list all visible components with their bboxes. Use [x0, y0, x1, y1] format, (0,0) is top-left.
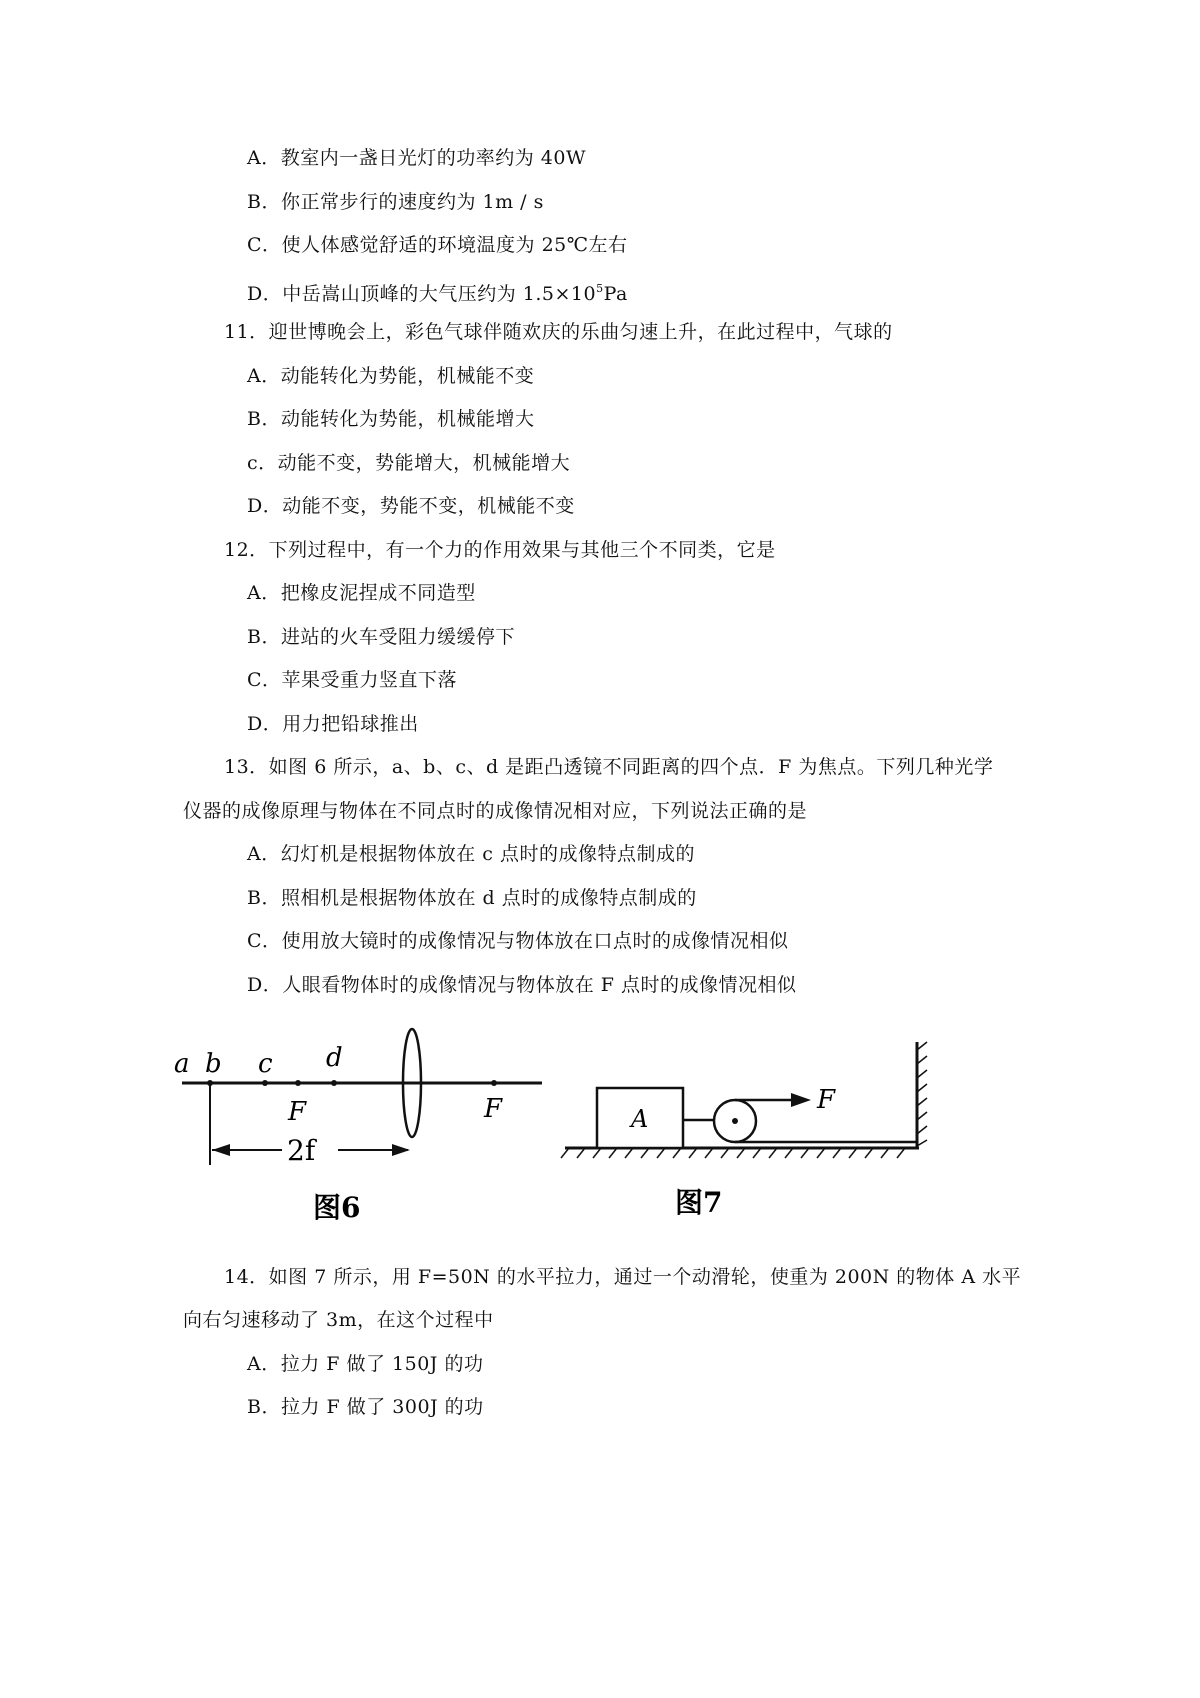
- force-label: F: [817, 1085, 836, 1115]
- q10-option-b: B．你正常步行的速度约为 1m / s: [247, 191, 544, 213]
- q12-option-c: C．苹果受重力竖直下落: [247, 669, 458, 691]
- point-d-dot: [331, 1080, 337, 1086]
- figure-7-diagram: [555, 1040, 935, 1225]
- q12-stem: 12．下列过程中，有一个力的作用效果与其他三个不同类，它是: [224, 539, 776, 561]
- q11-option-d: D．动能不变，势能不变，机械能不变: [247, 495, 575, 517]
- figure-6-caption: 图6: [313, 1191, 361, 1224]
- q14-stem-line1: 14．如图 7 所示，用 F=50N 的水平拉力，通过一个动滑轮，使重为 200N 的物体 A 水平: [224, 1266, 1022, 1288]
- q13-option-b: B．照相机是根据物体放在 d 点时的成像特点制成的: [247, 887, 697, 909]
- q10-option-c: C．使人体感觉舒适的环境温度为 25℃左右: [247, 234, 628, 256]
- dimension-arrow-right: [392, 1144, 410, 1156]
- q10-option-d: [247, 276, 628, 307]
- block-a-label: A: [631, 1105, 649, 1133]
- focus-left-dot: [295, 1080, 301, 1086]
- q13-stem-line2: 仪器的成像原理与物体在不同点时的成像情况相对应，下列说法正确的是: [183, 800, 808, 822]
- q13-option-c: C．使用放大镜时的成像情况与物体放在口点时的成像情况相似: [247, 930, 789, 952]
- force-arrow-head: [791, 1093, 811, 1107]
- figure-6: [170, 1025, 550, 1225]
- q11-option-c: c．动能不变，势能增大，机械能增大: [247, 452, 571, 474]
- focus-left-label: F: [288, 1097, 307, 1127]
- q10-option-d-text: D．中岳嵩山顶峰的大气压约为 1.5×10: [247, 283, 597, 305]
- q11-option-a: A．动能转化为势能，机械能不变: [247, 365, 535, 387]
- dimension-label: 2f: [287, 1134, 316, 1167]
- q14-option-a: A．拉力 F 做了 150J 的功: [247, 1353, 484, 1375]
- point-c-dot: [262, 1080, 268, 1086]
- point-a-label: a: [174, 1049, 190, 1079]
- focus-right-label: F: [484, 1094, 503, 1124]
- q10-option-d-unit: Pa: [603, 283, 628, 305]
- q12-option-d: D．用力把铅球推出: [247, 713, 419, 735]
- q13-option-d: D．人眼看物体时的成像情况与物体放在 F 点时的成像情况相似: [247, 974, 797, 996]
- q14-stem-line2: 向右匀速移动了 3m，在这个过程中: [183, 1309, 494, 1331]
- point-b-label: b: [205, 1049, 222, 1079]
- q13-option-a: A．幻灯机是根据物体放在 c 点时的成像特点制成的: [247, 843, 695, 865]
- q13-stem-line1: 13．如图 6 所示，a、b、c、d 是距凸透镜不同距离的四个点．F 为焦点。下列几种光学: [224, 756, 994, 778]
- pulley-axle: [732, 1118, 738, 1124]
- point-c-label: c: [258, 1049, 273, 1079]
- q12-option-b: B．进站的火车受阻力缓缓停下: [247, 626, 515, 648]
- q11-stem: 11．迎世博晚会上，彩色气球伴随欢庆的乐曲匀速上升，在此过程中，气球的: [224, 321, 893, 343]
- q14-option-b: B．拉力 F 做了 300J 的功: [247, 1396, 484, 1418]
- point-d-label: d: [326, 1043, 343, 1073]
- q11-option-b: B．动能转化为势能，机械能增大: [247, 408, 535, 430]
- figure-7-caption: 图7: [675, 1186, 723, 1219]
- q10-option-d-exponent: 5: [596, 282, 604, 295]
- q12-option-a: A．把橡皮泥捏成不同造型: [247, 582, 476, 604]
- focus-right-dot: [491, 1080, 497, 1086]
- q10-option-a: A．教室内一盏日光灯的功率约为 40W: [247, 147, 586, 169]
- figure-7: [555, 1040, 935, 1225]
- dimension-arrow-left: [212, 1144, 230, 1156]
- figure-6-diagram: [170, 1025, 550, 1225]
